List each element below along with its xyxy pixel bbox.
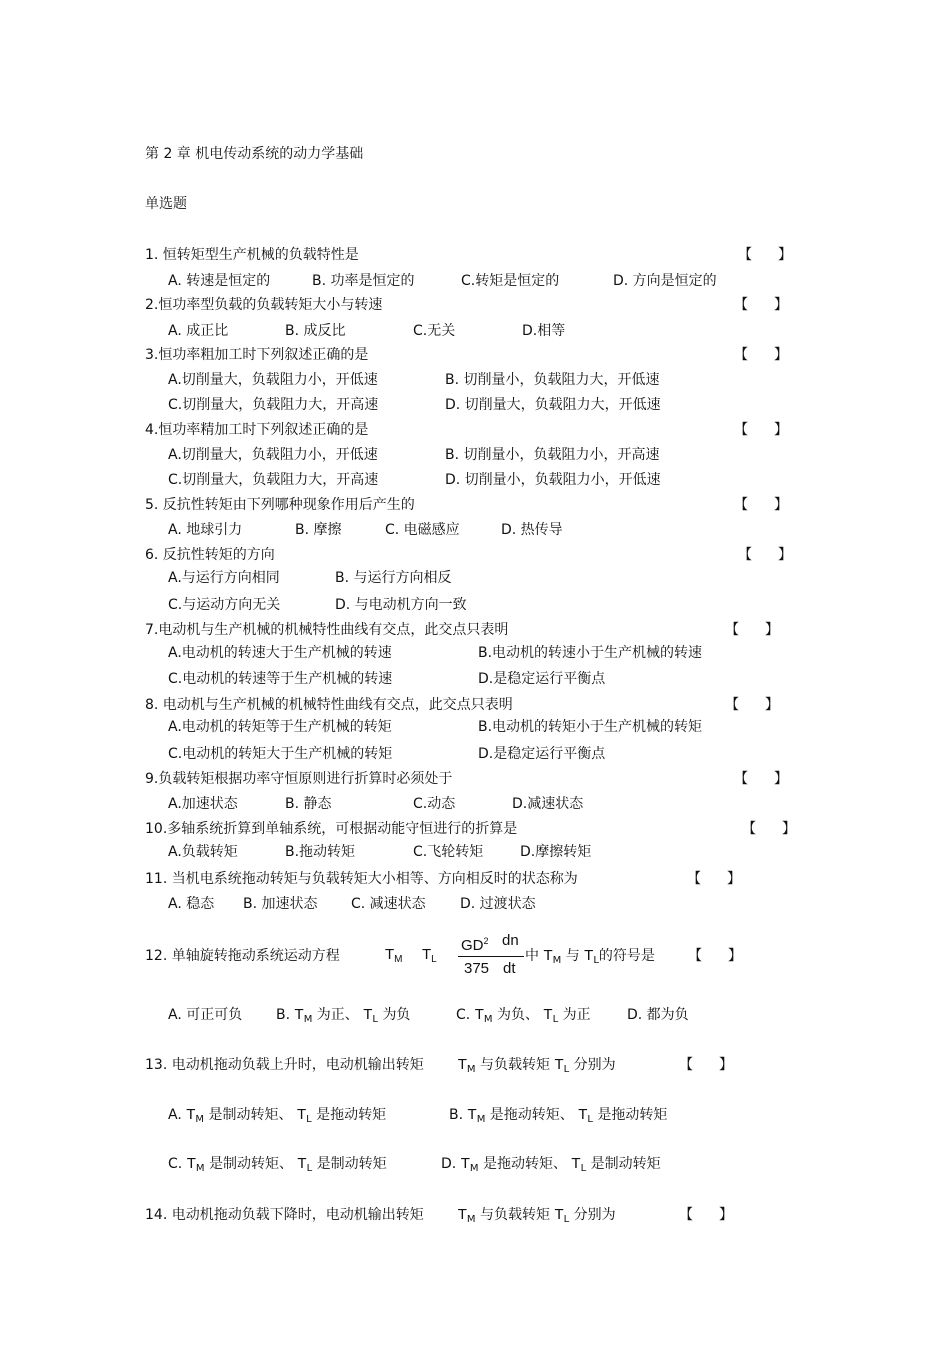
- q12-option-d[interactable]: D. 都为负: [627, 1007, 689, 1023]
- q10-option-d[interactable]: D.摩擦转矩: [520, 844, 592, 860]
- answer-bracket[interactable]: 【】: [734, 297, 814, 313]
- answer-bracket[interactable]: 【】: [734, 497, 814, 513]
- q3-option-b[interactable]: B. 切削量小，负载阻力大，开低速: [445, 372, 660, 388]
- answer-bracket[interactable]: 【】: [734, 422, 814, 438]
- q7-option-b[interactable]: B.电动机的转速小于生产机械的转速: [478, 645, 703, 661]
- q11-option-d[interactable]: D. 过渡状态: [460, 896, 536, 912]
- q9-option-d[interactable]: D.减速状态: [512, 796, 584, 812]
- q3-option-d[interactable]: D. 切削量大，负载阻力大，开低速: [445, 397, 661, 413]
- answer-bracket[interactable]: 【】: [725, 622, 805, 638]
- torque-tl: $T_L$: [422, 946, 437, 965]
- chapter-title: 第 2 章 机电传动系统的动力学基础: [145, 146, 364, 162]
- q8-option-c[interactable]: C.电动机的转矩大于生产机械的转矩: [168, 746, 393, 762]
- fraction-gd2-375: [458, 932, 502, 978]
- q1-option-a[interactable]: A. 转速是恒定的: [168, 273, 271, 289]
- q1-option-d[interactable]: D. 方向是恒定的: [613, 273, 717, 289]
- answer-bracket[interactable]: 【】: [679, 1057, 759, 1073]
- q3-option-c[interactable]: C.切削量大，负载阻力大，开高速: [168, 397, 379, 413]
- question-7-stem: 7.电动机与生产机械的机械特性曲线有交点，此交点只表明: [145, 622, 509, 638]
- q7-option-d[interactable]: D.是稳定运行平衡点: [478, 671, 606, 687]
- answer-bracket[interactable]: 【】: [734, 347, 814, 363]
- q7-option-c[interactable]: C.电动机的转速等于生产机械的转速: [168, 671, 393, 687]
- q11-option-b[interactable]: B. 加速状态: [243, 896, 318, 912]
- fraction-denominator: 375: [464, 960, 490, 977]
- q9-option-c[interactable]: C.动态: [413, 796, 456, 812]
- question-9-stem: 9.负载转矩根据功率守恒原则进行折算时必须处于: [145, 771, 453, 787]
- q1-option-c[interactable]: C.转矩是恒定的: [461, 273, 560, 289]
- fraction-bar: [458, 956, 502, 957]
- fraction-denominator: dt: [503, 960, 516, 977]
- q13-option-a[interactable]: A. $T_M$ 是制动转矩、 $T_L$ 是拖动转矩: [168, 1106, 387, 1125]
- q4-option-d[interactable]: D. 切削量小，负载阻力小，开低速: [445, 472, 661, 488]
- torque-tm: $T_M$: [385, 946, 403, 965]
- q12-tail: 中 $T_M$ 与 $T_L$的符号是: [525, 947, 655, 966]
- q2-option-b[interactable]: B. 成反比: [285, 323, 346, 339]
- q7-option-a[interactable]: A.电动机的转速大于生产机械的转速: [168, 645, 392, 661]
- q12-option-c[interactable]: C. $T_M$ 为负、 $T_L$ 为正: [456, 1006, 591, 1025]
- q6-option-d[interactable]: D. 与电动机方向一致: [335, 597, 467, 613]
- question-8-stem: 8. 电动机与生产机械的机械特性曲线有交点，此交点只表明: [145, 697, 513, 713]
- question-4-stem: 4.恒功率精加工时下列叙述正确的是: [145, 422, 369, 438]
- answer-bracket[interactable]: 【】: [688, 948, 768, 964]
- question-3-stem: 3.恒功率粗加工时下列叙述正确的是: [145, 347, 369, 363]
- fraction-numerator: $GD^2$: [461, 936, 489, 954]
- q9-option-a[interactable]: A.加速状态: [168, 796, 238, 812]
- question-6-stem: 6. 反抗性转矩的方向: [145, 547, 275, 563]
- answer-bracket[interactable]: 【】: [738, 247, 818, 263]
- q6-option-c[interactable]: C.与运动方向无关: [168, 597, 281, 613]
- fraction-numerator: dn: [502, 932, 519, 949]
- q3-option-a[interactable]: A.切削量大，负载阻力小，开低速: [168, 372, 378, 388]
- question-13-stem: 13. 电动机拖动负载上升时，电动机输出转矩 $T_M$ 与负载转矩 $T_L$ 分别为: [145, 1056, 616, 1075]
- q10-option-b[interactable]: B.拖动转矩: [285, 844, 356, 860]
- q12-option-a[interactable]: A. 可正可负: [168, 1007, 243, 1023]
- q13-option-d[interactable]: D. $T_M$ 是拖动转矩、 $T_L$ 是制动转矩: [441, 1155, 661, 1174]
- q9-option-b[interactable]: B. 静态: [285, 796, 332, 812]
- q5-option-c[interactable]: C. 电磁感应: [385, 522, 460, 538]
- question-12-stem: 12. 单轴旋转拖动系统运动方程: [145, 948, 340, 964]
- q1-option-b[interactable]: B. 功率是恒定的: [312, 273, 415, 289]
- q5-option-a[interactable]: A. 地球引力: [168, 522, 243, 538]
- fraction-dn-dt: [502, 932, 524, 978]
- q6-option-a[interactable]: A.与运行方向相同: [168, 570, 280, 586]
- q10-option-a[interactable]: A.负载转矩: [168, 844, 238, 860]
- question-5-stem: 5. 反抗性转矩由下列哪种现象作用后产生的: [145, 497, 415, 513]
- q8-option-a[interactable]: A.电动机的转矩等于生产机械的转矩: [168, 719, 392, 735]
- q4-option-c[interactable]: C.切削量大，负载阻力大，开高速: [168, 472, 379, 488]
- q12-option-b[interactable]: B. $T_M$ 为正、 $T_L$ 为负: [276, 1006, 411, 1025]
- q11-option-a[interactable]: A. 稳态: [168, 896, 215, 912]
- fraction-bar: [502, 956, 524, 957]
- q4-option-a[interactable]: A.切削量大，负载阻力小，开低速: [168, 447, 378, 463]
- question-14-stem: 14. 电动机拖动负载下降时，电动机输出转矩 $T_M$ 与负载转矩 $T_L$ 分别为: [145, 1206, 616, 1225]
- answer-bracket[interactable]: 【】: [742, 821, 822, 837]
- question-2-stem: 2.恒功率型负载的负载转矩大小与转速: [145, 297, 383, 313]
- section-heading: 单选题: [145, 196, 187, 212]
- q10-option-c[interactable]: C.飞轮转矩: [413, 844, 484, 860]
- answer-bracket[interactable]: 【】: [725, 697, 805, 713]
- q2-option-d[interactable]: D.相等: [522, 323, 566, 339]
- answer-bracket[interactable]: 【】: [738, 547, 818, 563]
- q2-option-a[interactable]: A. 成正比: [168, 323, 229, 339]
- q8-option-d[interactable]: D.是稳定运行平衡点: [478, 746, 606, 762]
- q5-option-d[interactable]: D. 热传导: [501, 522, 563, 538]
- question-10-stem: 10.多轴系统折算到单轴系统，可根据动能守恒进行的折算是: [145, 821, 518, 837]
- question-1-stem: 1. 恒转矩型生产机械的负载特性是: [145, 247, 359, 263]
- answer-bracket[interactable]: 【】: [679, 1207, 759, 1223]
- q8-option-b[interactable]: B.电动机的转矩小于生产机械的转矩: [478, 719, 703, 735]
- q11-option-c[interactable]: C. 减速状态: [351, 896, 426, 912]
- q2-option-c[interactable]: C.无关: [413, 323, 456, 339]
- q4-option-b[interactable]: B. 切削量小，负载阻力小，开高速: [445, 447, 660, 463]
- answer-bracket[interactable]: 【】: [687, 871, 767, 887]
- q6-option-b[interactable]: B. 与运行方向相反: [335, 570, 452, 586]
- q13-option-c[interactable]: C. $T_M$ 是制动转矩、 $T_L$ 是制动转矩: [168, 1155, 387, 1174]
- q13-option-b[interactable]: B. $T_M$ 是拖动转矩、 $T_L$ 是拖动转矩: [449, 1106, 668, 1125]
- answer-bracket[interactable]: 【】: [734, 771, 814, 787]
- q5-option-b[interactable]: B. 摩擦: [295, 522, 342, 538]
- question-11-stem: 11. 当机电系统拖动转矩与负载转矩大小相等、方向相反时的状态称为: [145, 871, 578, 887]
